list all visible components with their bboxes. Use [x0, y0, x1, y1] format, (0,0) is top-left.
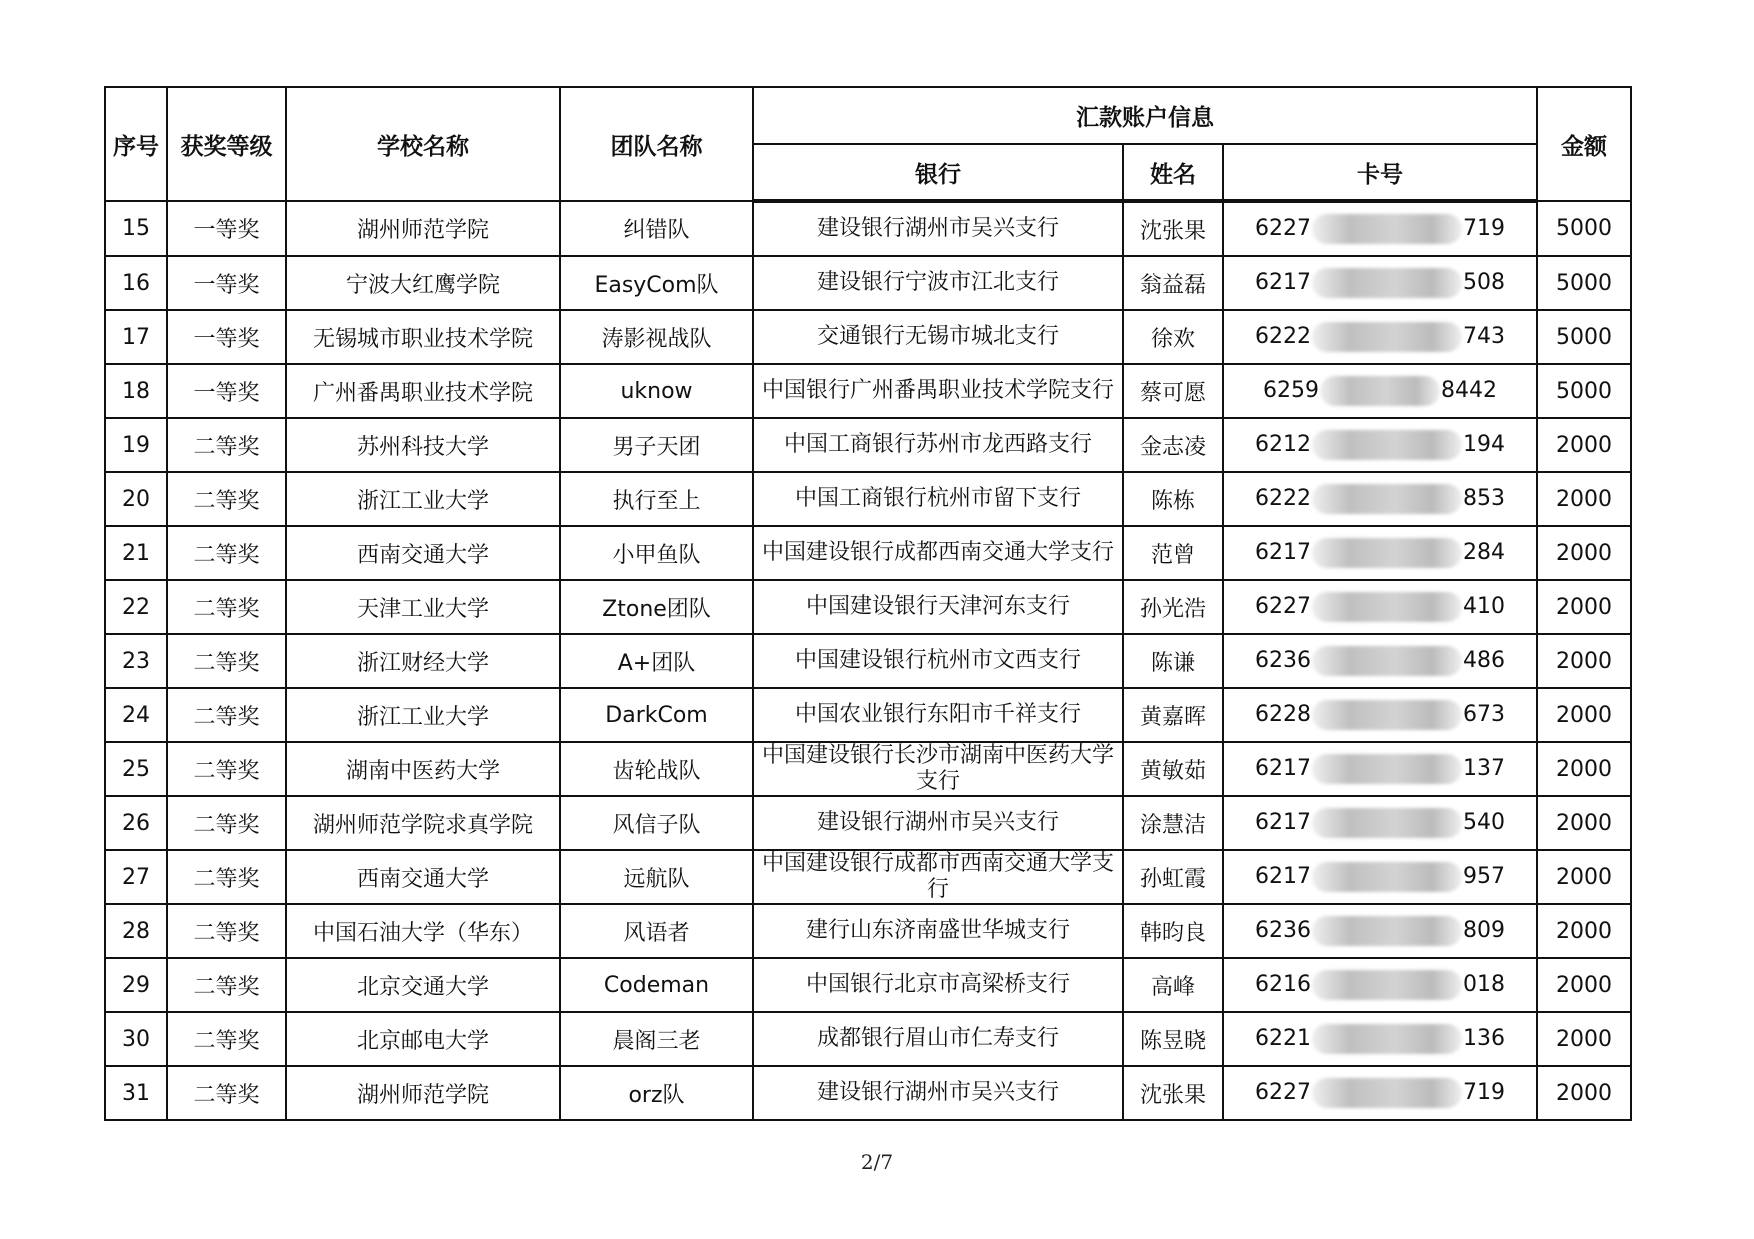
cell-card	[1223, 201, 1537, 256]
cell-card	[1223, 1012, 1537, 1066]
cell-team: 执行至上	[560, 472, 753, 526]
card-redacted-blur	[1312, 754, 1462, 784]
cell-name: 黄嘉晖	[1123, 688, 1223, 742]
table-row	[105, 418, 1631, 472]
cell-level: 一等奖	[167, 364, 286, 418]
cell-school: 浙江财经大学	[286, 634, 560, 688]
card-prefix: 6236	[1255, 648, 1312, 673]
table-row	[105, 256, 1631, 310]
card-suffix: 809	[1463, 918, 1506, 943]
table-row	[105, 850, 1631, 904]
cell-team: 小甲鱼队	[560, 526, 753, 580]
cell-name: 韩昀良	[1123, 904, 1223, 958]
cell-school: 北京交通大学	[286, 958, 560, 1012]
cell-bank: 中国银行广州番禺职业技术学院支行	[753, 364, 1123, 418]
cell-bank: 中国银行北京市高梁桥支行	[753, 958, 1123, 1012]
table-row	[105, 688, 1631, 742]
card-prefix: 6227	[1255, 1080, 1312, 1105]
card-suffix: 137	[1463, 756, 1506, 781]
card-redacted-blur	[1312, 862, 1462, 892]
cell-index: 26	[105, 796, 167, 850]
card-suffix: 194	[1463, 432, 1506, 457]
cell-card	[1223, 472, 1537, 526]
cell-index: 19	[105, 418, 167, 472]
card-prefix: 6222	[1255, 486, 1312, 511]
cell-bank: 中国农业银行东阳市千祥支行	[753, 688, 1123, 742]
cell-team: Ztone团队	[560, 580, 753, 634]
cell-card	[1223, 850, 1537, 904]
cell-bank: 中国建设银行长沙市湖南中医药大学支行	[753, 742, 1123, 796]
cell-team: 远航队	[560, 850, 753, 904]
cell-amount: 2000	[1537, 796, 1631, 850]
card-redacted-blur	[1312, 430, 1462, 460]
cell-school: 浙江工业大学	[286, 688, 560, 742]
cell-card	[1223, 364, 1537, 418]
cell-school: 天津工业大学	[286, 580, 560, 634]
cell-amount: 2000	[1537, 634, 1631, 688]
card-prefix: 6217	[1255, 540, 1312, 565]
cell-index: 30	[105, 1012, 167, 1066]
cell-school: 苏州科技大学	[286, 418, 560, 472]
cell-index: 18	[105, 364, 167, 418]
cell-name: 陈栋	[1123, 472, 1223, 526]
cell-name: 金志凌	[1123, 418, 1223, 472]
cell-name: 黄敏茹	[1123, 742, 1223, 796]
header-amount: 金额	[1537, 87, 1631, 201]
cell-amount: 5000	[1537, 201, 1631, 256]
cell-bank: 交通银行无锡市城北支行	[753, 310, 1123, 364]
card-suffix: 284	[1463, 540, 1506, 565]
card-suffix: 719	[1463, 1080, 1506, 1105]
card-suffix: 743	[1463, 324, 1506, 349]
cell-amount: 2000	[1537, 958, 1631, 1012]
cell-team: Codeman	[560, 958, 753, 1012]
card-prefix: 6259	[1263, 378, 1320, 403]
cell-school: 宁波大红鹰学院	[286, 256, 560, 310]
cell-name: 沈张果	[1123, 201, 1223, 256]
cell-amount: 2000	[1537, 688, 1631, 742]
table-row	[105, 796, 1631, 850]
cell-index: 29	[105, 958, 167, 1012]
cell-amount: 2000	[1537, 904, 1631, 958]
cell-bank: 中国工商银行杭州市留下支行	[753, 472, 1123, 526]
cell-level: 二等奖	[167, 580, 286, 634]
card-suffix: 486	[1463, 648, 1506, 673]
cell-level: 二等奖	[167, 418, 286, 472]
cell-card	[1223, 742, 1537, 796]
header-bank: 银行	[753, 144, 1123, 201]
card-suffix: 136	[1463, 1026, 1506, 1051]
cell-bank: 建设银行宁波市江北支行	[753, 256, 1123, 310]
cell-bank: 中国建设银行成都西南交通大学支行	[753, 526, 1123, 580]
table-body	[105, 201, 1631, 1120]
cell-team: 齿轮战队	[560, 742, 753, 796]
card-redacted-blur	[1312, 592, 1462, 622]
cell-card	[1223, 958, 1537, 1012]
cell-index: 23	[105, 634, 167, 688]
page-number: 2/7	[860, 1150, 894, 1174]
table-row	[105, 364, 1631, 418]
cell-school: 浙江工业大学	[286, 472, 560, 526]
cell-school: 西南交通大学	[286, 850, 560, 904]
cell-card	[1223, 256, 1537, 310]
cell-amount: 5000	[1537, 310, 1631, 364]
cell-card	[1223, 796, 1537, 850]
card-prefix: 6217	[1255, 756, 1312, 781]
cell-level: 二等奖	[167, 742, 286, 796]
card-prefix: 6216	[1255, 972, 1312, 997]
table-row	[105, 958, 1631, 1012]
cell-card	[1223, 634, 1537, 688]
cell-name: 徐欢	[1123, 310, 1223, 364]
cell-name: 高峰	[1123, 958, 1223, 1012]
table-row	[105, 742, 1631, 796]
cell-amount: 2000	[1537, 1012, 1631, 1066]
cell-card	[1223, 1066, 1537, 1120]
card-redacted-blur	[1312, 322, 1462, 352]
cell-name: 涂慧洁	[1123, 796, 1223, 850]
cell-team: 纠错队	[560, 201, 753, 256]
cell-bank: 中国建设银行杭州市文西支行	[753, 634, 1123, 688]
card-prefix: 6221	[1255, 1026, 1312, 1051]
cell-index: 27	[105, 850, 167, 904]
cell-amount: 2000	[1537, 742, 1631, 796]
cell-level: 二等奖	[167, 850, 286, 904]
cell-index: 16	[105, 256, 167, 310]
card-redacted-blur	[1312, 538, 1462, 568]
cell-index: 28	[105, 904, 167, 958]
cell-team: 风信子队	[560, 796, 753, 850]
cell-card	[1223, 688, 1537, 742]
table-row	[105, 580, 1631, 634]
cell-level: 二等奖	[167, 958, 286, 1012]
table-row	[105, 634, 1631, 688]
cell-index: 24	[105, 688, 167, 742]
card-prefix: 6222	[1255, 324, 1312, 349]
cell-index: 20	[105, 472, 167, 526]
award-table	[104, 86, 1632, 1121]
cell-team: 男子天团	[560, 418, 753, 472]
card-redacted-blur	[1312, 1078, 1462, 1108]
table-row	[105, 472, 1631, 526]
card-prefix: 6228	[1255, 702, 1312, 727]
card-prefix: 6217	[1255, 270, 1312, 295]
card-suffix: 8442	[1441, 378, 1498, 403]
cell-level: 二等奖	[167, 1012, 286, 1066]
card-prefix: 6227	[1255, 216, 1312, 241]
cell-amount: 5000	[1537, 364, 1631, 418]
card-prefix: 6236	[1255, 918, 1312, 943]
table-row	[105, 1066, 1631, 1120]
cell-amount: 2000	[1537, 472, 1631, 526]
cell-team: uknow	[560, 364, 753, 418]
card-prefix: 6217	[1255, 864, 1312, 889]
card-redacted-blur	[1312, 268, 1462, 298]
cell-bank: 建设银行湖州市吴兴支行	[753, 201, 1123, 256]
card-redacted-blur	[1312, 700, 1462, 730]
cell-index: 25	[105, 742, 167, 796]
card-suffix: 508	[1463, 270, 1506, 295]
table-row	[105, 1012, 1631, 1066]
cell-level: 二等奖	[167, 796, 286, 850]
cell-bank: 建设银行湖州市吴兴支行	[753, 796, 1123, 850]
cell-level: 二等奖	[167, 688, 286, 742]
cell-index: 21	[105, 526, 167, 580]
header-level: 获奖等级	[167, 87, 286, 201]
cell-team: EasyCom队	[560, 256, 753, 310]
cell-level: 二等奖	[167, 904, 286, 958]
cell-level: 二等奖	[167, 472, 286, 526]
cell-index: 22	[105, 580, 167, 634]
cell-index: 15	[105, 201, 167, 256]
card-redacted-blur	[1312, 484, 1462, 514]
card-redacted-blur	[1312, 646, 1462, 676]
cell-card	[1223, 580, 1537, 634]
header-account-group: 汇款账户信息	[753, 87, 1537, 144]
cell-team: DarkCom	[560, 688, 753, 742]
cell-school: 湖州师范学院	[286, 1066, 560, 1120]
cell-bank: 成都银行眉山市仁寿支行	[753, 1012, 1123, 1066]
cell-level: 二等奖	[167, 1066, 286, 1120]
cell-bank: 建设银行湖州市吴兴支行	[753, 1066, 1123, 1120]
cell-school: 中国石油大学（华东）	[286, 904, 560, 958]
card-suffix: 957	[1463, 864, 1506, 889]
header-index: 序号	[105, 87, 167, 201]
card-prefix: 6217	[1255, 810, 1312, 835]
card-suffix: 673	[1463, 702, 1506, 727]
cell-school: 北京邮电大学	[286, 1012, 560, 1066]
cell-school: 西南交通大学	[286, 526, 560, 580]
card-suffix: 719	[1463, 216, 1506, 241]
card-redacted-blur	[1312, 1024, 1462, 1054]
cell-school: 湖南中医药大学	[286, 742, 560, 796]
card-suffix: 853	[1463, 486, 1506, 511]
cell-bank: 中国工商银行苏州市龙西路支行	[753, 418, 1123, 472]
cell-amount: 2000	[1537, 1066, 1631, 1120]
card-suffix: 540	[1463, 810, 1506, 835]
cell-school: 湖州师范学院	[286, 201, 560, 256]
cell-team: 晨阁三老	[560, 1012, 753, 1066]
card-redacted-blur	[1312, 916, 1462, 946]
cell-name: 蔡可愿	[1123, 364, 1223, 418]
cell-index: 17	[105, 310, 167, 364]
cell-amount: 2000	[1537, 580, 1631, 634]
cell-card	[1223, 526, 1537, 580]
table-row	[105, 201, 1631, 256]
cell-school: 无锡城市职业技术学院	[286, 310, 560, 364]
cell-bank: 建行山东济南盛世华城支行	[753, 904, 1123, 958]
cell-team: orz队	[560, 1066, 753, 1120]
cell-team: 风语者	[560, 904, 753, 958]
cell-level: 二等奖	[167, 526, 286, 580]
cell-card	[1223, 418, 1537, 472]
cell-name: 范曾	[1123, 526, 1223, 580]
card-redacted-blur	[1312, 808, 1462, 838]
cell-school: 广州番禺职业技术学院	[286, 364, 560, 418]
cell-level: 一等奖	[167, 310, 286, 364]
table-row	[105, 310, 1631, 364]
header-school: 学校名称	[286, 87, 560, 201]
cell-amount: 2000	[1537, 850, 1631, 904]
cell-card	[1223, 310, 1537, 364]
cell-name: 孙虹霞	[1123, 850, 1223, 904]
card-prefix: 6227	[1255, 594, 1312, 619]
header-card: 卡号	[1223, 144, 1537, 201]
cell-team: 涛影视战队	[560, 310, 753, 364]
card-redacted-blur	[1320, 376, 1440, 406]
card-suffix: 410	[1463, 594, 1506, 619]
cell-index: 31	[105, 1066, 167, 1120]
card-redacted-blur	[1312, 970, 1462, 1000]
cell-level: 一等奖	[167, 256, 286, 310]
card-prefix: 6212	[1255, 432, 1312, 457]
table-row	[105, 526, 1631, 580]
cell-name: 翁益磊	[1123, 256, 1223, 310]
cell-level: 二等奖	[167, 634, 286, 688]
card-suffix: 018	[1463, 972, 1506, 997]
cell-bank: 中国建设银行天津河东支行	[753, 580, 1123, 634]
cell-amount: 2000	[1537, 526, 1631, 580]
cell-amount: 2000	[1537, 418, 1631, 472]
card-redacted-blur	[1312, 214, 1462, 244]
header-team: 团队名称	[560, 87, 753, 201]
cell-school: 湖州师范学院求真学院	[286, 796, 560, 850]
cell-amount: 5000	[1537, 256, 1631, 310]
cell-level: 一等奖	[167, 201, 286, 256]
table-row	[105, 904, 1631, 958]
cell-name: 陈谦	[1123, 634, 1223, 688]
cell-bank: 中国建设银行成都市西南交通大学支行	[753, 850, 1123, 904]
cell-name: 沈张果	[1123, 1066, 1223, 1120]
header-name: 姓名	[1123, 144, 1223, 201]
cell-name: 陈昱晓	[1123, 1012, 1223, 1066]
cell-team: A+团队	[560, 634, 753, 688]
cell-name: 孙光浩	[1123, 580, 1223, 634]
cell-card	[1223, 904, 1537, 958]
